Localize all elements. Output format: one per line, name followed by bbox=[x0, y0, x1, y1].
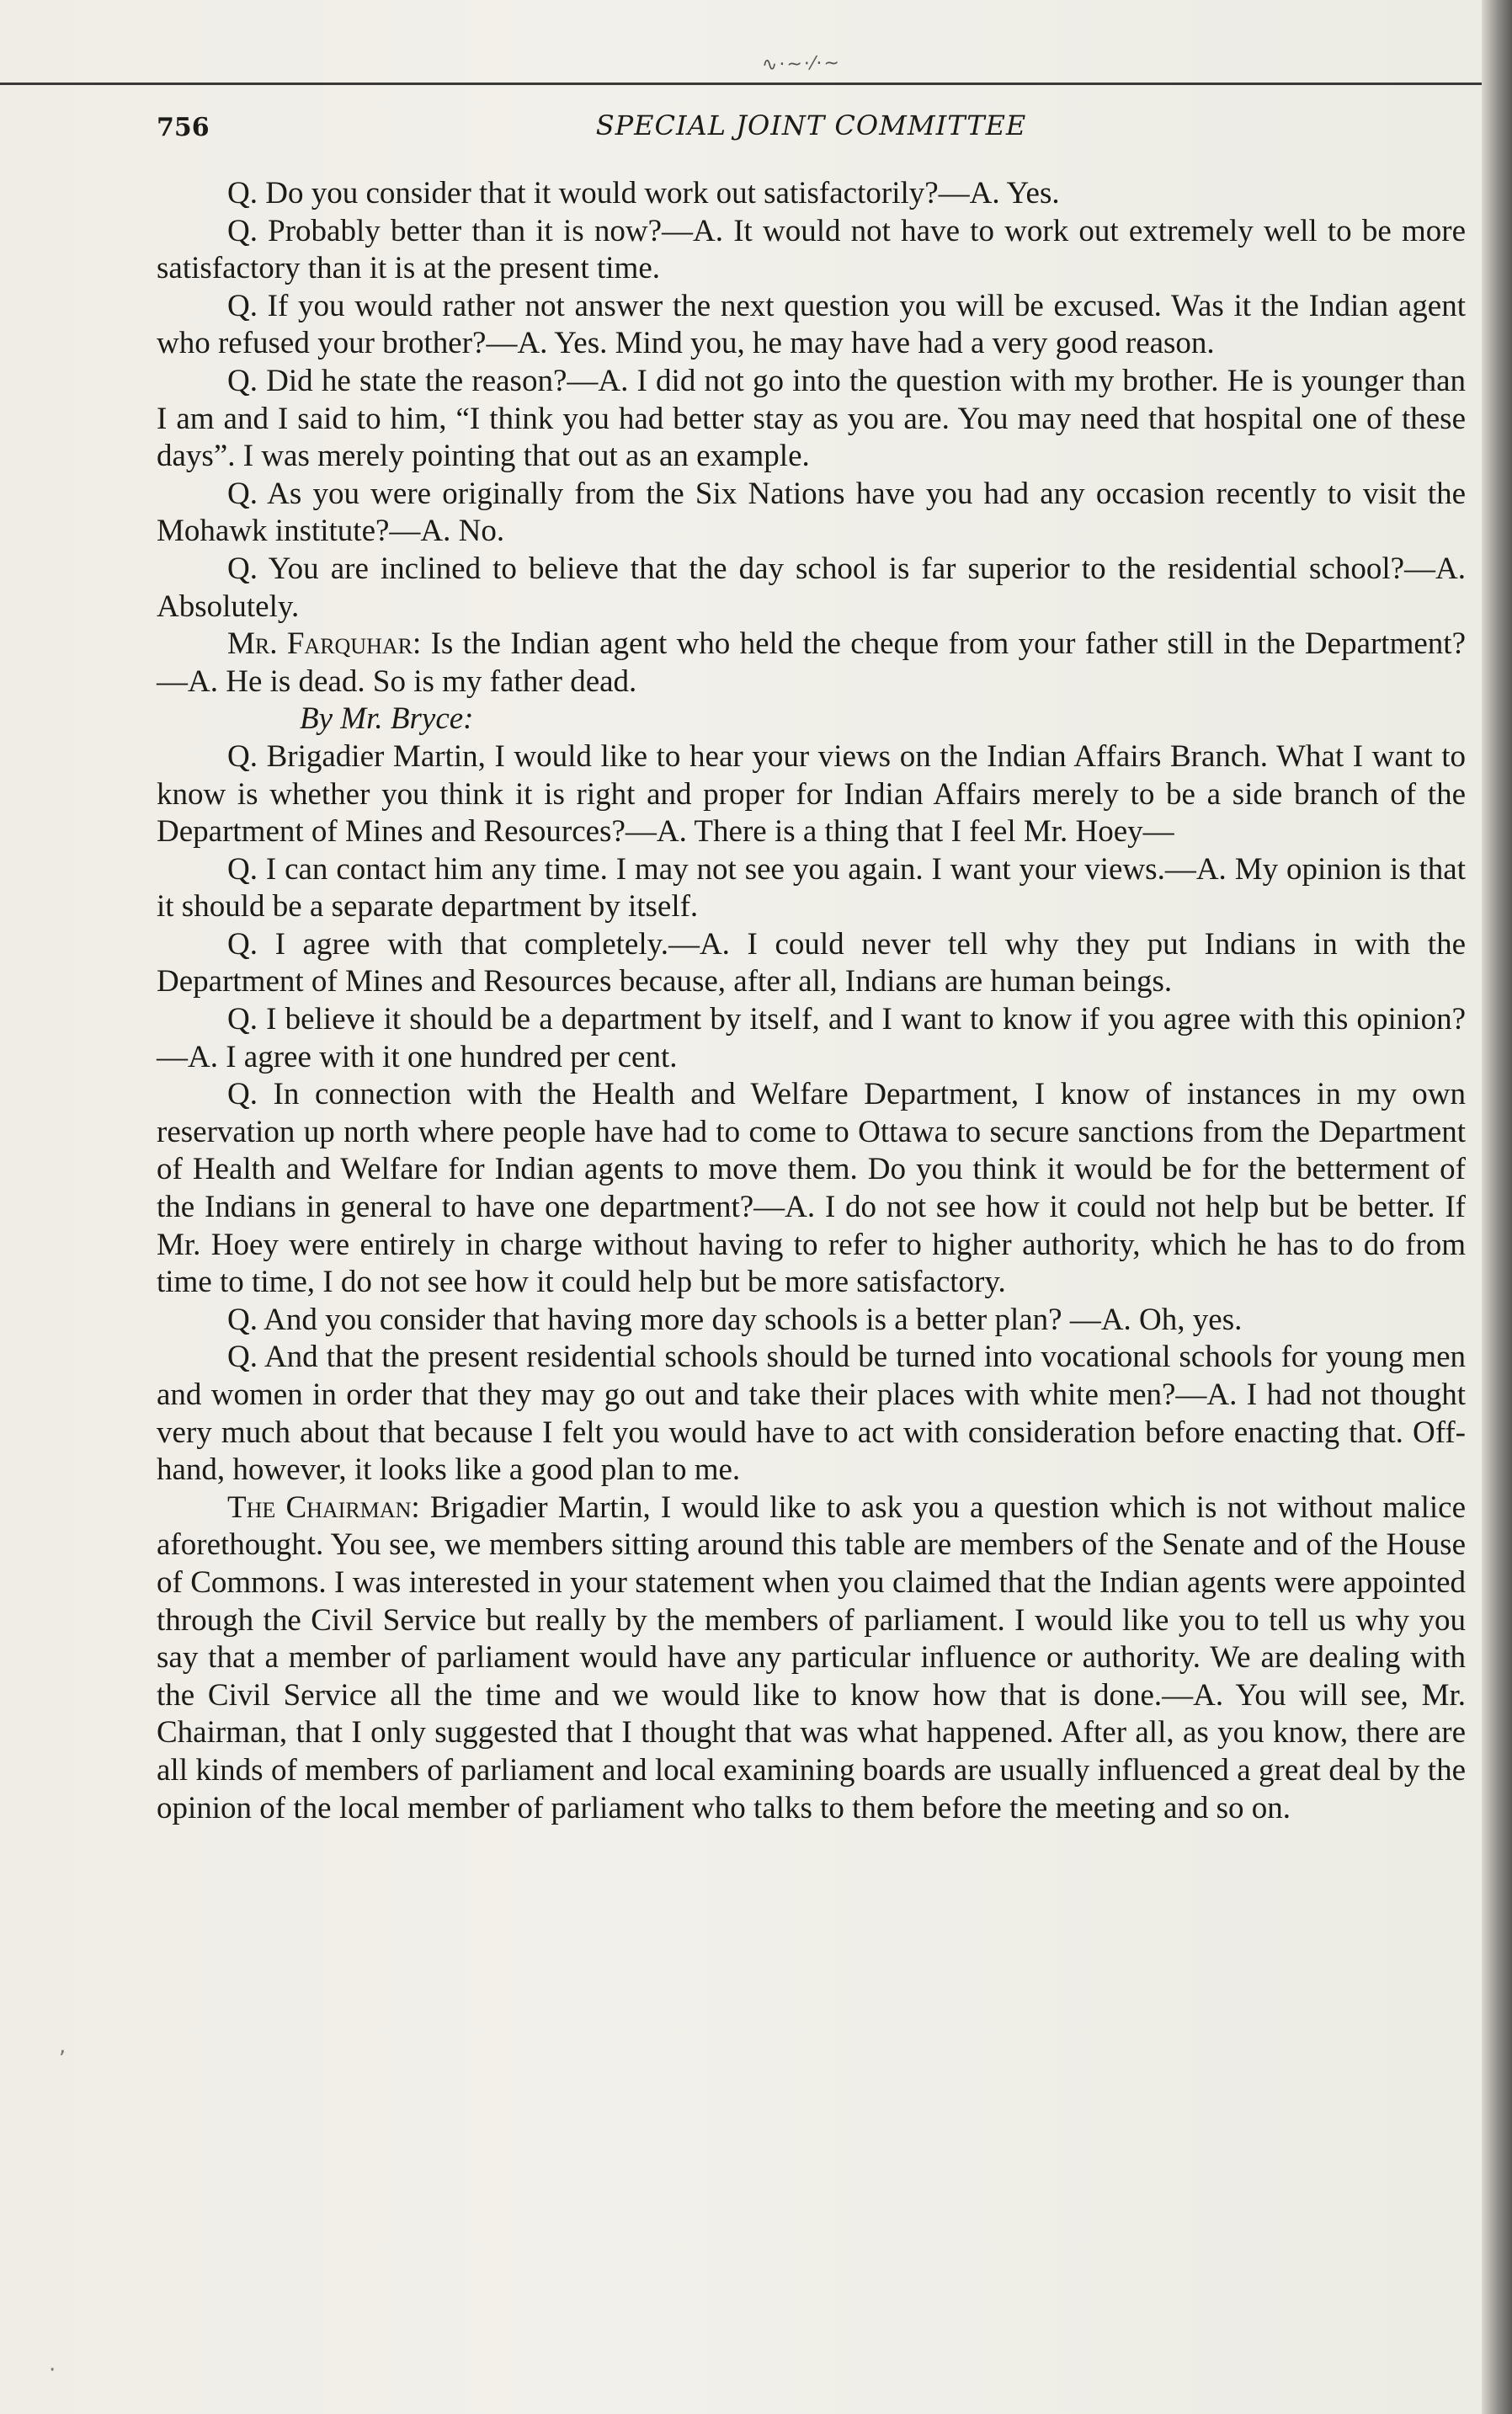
paragraph: Q. Probably better than it is now?—A. It would not have to work out extremely well to be more satisfactory than it is at the present time. bbox=[157, 213, 1466, 286]
speech-text: Is the Indian agent who held the cheque from your father still in the Department?—A. He is dead. So is my father dead. bbox=[157, 626, 1466, 699]
scan-smudge: ∿·∼·⁄·∼ bbox=[761, 52, 842, 76]
paragraph: Q. You are inclined to believe that the day school is far superior to the residential school?—A. Absolutely. bbox=[157, 551, 1466, 624]
margin-mark: , bbox=[59, 2033, 67, 2059]
paragraph: Q. And you consider that having more day schools is a better plan? —A. Oh, yes. bbox=[227, 1302, 1243, 1337]
paragraph bbox=[157, 626, 1466, 701]
margin-mark: · bbox=[49, 2358, 56, 2383]
running-title: SPECIAL JOINT COMMITTEE bbox=[595, 109, 1027, 141]
page-number: 756 bbox=[157, 113, 210, 142]
examiner-byline: By Mr. Bryce: bbox=[300, 701, 474, 737]
paragraph bbox=[157, 1489, 1466, 1827]
paragraph: Q. I can contact him any time. I may not see you again. I want your views.—A. My opinion is that it should be a separate department by itself. bbox=[157, 851, 1466, 925]
paragraph: Q. I agree with that completely.—A. I could never tell why they put Indians in with the Department of Mines and Resources because, after all, Indians are human beings. bbox=[157, 926, 1466, 999]
speaker-name: The Chairman: bbox=[227, 1489, 420, 1525]
paragraph: Q. I believe it should be a department by itself, and I want to know if you agree with this opinion?—A. I agree with it one hundred per cent. bbox=[157, 1002, 1466, 1074]
speaker-name: Mr. Farquhar: bbox=[227, 626, 422, 662]
paragraph: Q. Brigadier Martin, I would like to hear your views on the Indian Affairs Branch. What I want to know is whether you think it is right and proper for Indian Affairs merely to be a side branch of the Department of Mines and Resources?—A. There is a thing that I feel Mr. Hoey— bbox=[157, 738, 1466, 850]
paragraph: Q. Do you consider that it would work out satisfactorily?—A. Yes. bbox=[227, 176, 1060, 210]
paragraph: Q. In connection with the Health and Welfare Department, I know of instances in my own reservation up north where people have had to come to Ottawa to secure sanctions from the Department of Health and Welfare for Indian agents to move them. Do you think it would be for the betterment of the Indians in general to have one department?—A. I do not see how it could not help but be better. If Mr. Hoey were entirely in charge without having to refer to higher authority, which he has to do from time to time, I do not see how it could help but be more satisfactory. bbox=[157, 1077, 1466, 1300]
paragraph: Q. As you were originally from the Six Nations have you had any occasion recently to visit the Mohawk institute?—A. No. bbox=[157, 476, 1466, 549]
paragraph: Q. If you would rather not answer the next question you will be excused. Was it the Indian agent who refused your brother?—A. Yes. Mind you, he may have had a very good reason. bbox=[157, 288, 1466, 361]
paragraph: Q. And that the present residential schools should be turned into vocational schools for young men and women in order that they may go out and take their places with white men?—A. I had not thought very much about that because I felt you would have to act with consideration before enacting that. Off-hand, however, it looks like a good plan to me. bbox=[157, 1340, 1466, 1488]
body-text bbox=[157, 175, 1466, 1827]
binding-shadow bbox=[1482, 0, 1512, 2414]
speech-text: Brigadier Martin, I would like to ask you a question which is not without malice aforethought. You see, we members sitting around this table are members of the Senate and of the House of Commons. I was interested in your statement when you claimed that the Indian agents were appointed through the Civil Service but really by the members of parliament. I would like you to tell us why you say that a member of parliament would have any particular influence or authority. We are dealing with the Civil Service all the time and we would like to know how that is done.—A. You will see, Mr. Chairman, that I only suggested that I thought that was what happened. After all, as you know, there are all kinds of members of parliament and local examining boards are usually influenced a great deal by the opinion of the local member of parliament who talks to them before the meeting and so on. bbox=[157, 1489, 1466, 1825]
page-header bbox=[157, 109, 1466, 147]
top-rule bbox=[0, 83, 1482, 85]
paragraph: Q. Did he state the reason?—A. I did not go into the question with my brother. He is younger than I am and I said to him, “I think you had better stay as you are. You may need that hospital one of these days”. I was merely pointing that out as an example. bbox=[157, 363, 1466, 474]
